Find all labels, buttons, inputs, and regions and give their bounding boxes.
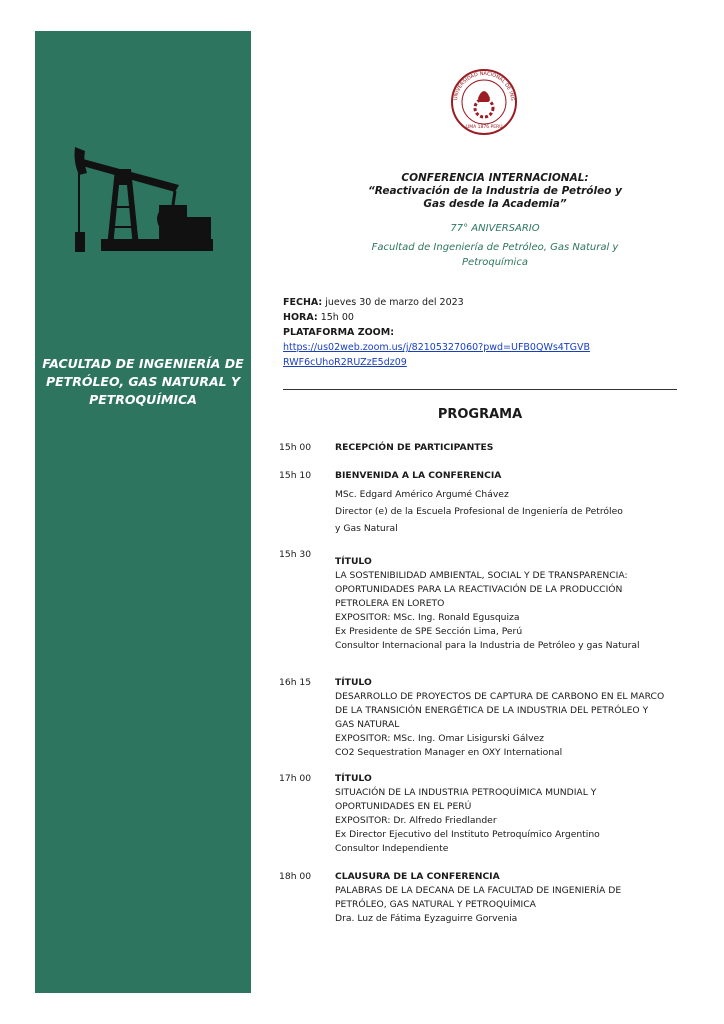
date-label: FECHA: [283, 297, 323, 308]
time-label: HORA: [283, 312, 318, 323]
faculty-title-line: FACULTAD DE INGENIERÍA DE [42, 356, 244, 371]
program-details [335, 676, 697, 760]
program-detail-line: Consultor Internacional para la Industria de Petróleo y gas Natural [335, 640, 640, 651]
seal-bottom-text: LIMA 1876 PERÚ [465, 125, 503, 130]
program-heading-line: RECEPCIÓN DE PARTICIPANTES [335, 442, 494, 453]
program-detail-line: Director (e) de la Escuela Profesional de Ingeniería de Petróleo [335, 506, 623, 517]
zoom-link-line[interactable]: RWF6cUhoR2RUZzE5dz09 [283, 357, 407, 368]
sidebar-panel [35, 31, 251, 993]
oil-pumpjack-icon [71, 107, 221, 262]
conference-title-line: Gas desde la Academia” [423, 198, 567, 210]
program-detail-line: SITUACIÓN DE LA INDUSTRIA PETROQUÍMICA MUNDIAL Y [335, 787, 597, 798]
program-detail-line: OPORTUNIDADES EN EL PERÚ [335, 801, 472, 812]
university-seal-logo [450, 68, 518, 136]
program-detail-line: PETRÓLEO, GAS NATURAL Y PETROQUÍMICA [335, 899, 536, 910]
program-detail-line: PETROLERA EN LORETO [335, 598, 445, 609]
program-detail-line: MSc. Edgard Américo Argumé Chávez [335, 489, 509, 500]
program-heading-line: TÍTULO [335, 773, 372, 784]
conference-title-line: CONFERENCIA INTERNACIONAL: [401, 172, 589, 184]
program-time: 17h 00 [279, 773, 312, 784]
program-detail-line: Consultor Independiente [335, 843, 449, 854]
date-line [283, 295, 613, 310]
program-detail-line: DE LA TRANSICIÓN ENERGÉTICA DE LA INDUSTRIA DEL PETRÓLEO Y [335, 705, 649, 716]
faculty-subtitle-line: Petroquímica [462, 257, 528, 268]
program-heading: PROGRAMA [437, 407, 523, 422]
faculty-title [35, 355, 251, 409]
anniversary-label: 77° ANIVERSARIO [450, 223, 540, 234]
program-time: 15h 00 [279, 442, 312, 453]
program-heading-line: CLAUSURA DE LA CONFERENCIA [335, 871, 500, 882]
program-detail-line: Ex Presidente de SPE Sección Lima, Perú [335, 626, 523, 637]
program-time: 16h 15 [279, 677, 312, 688]
program-detail-line: EXPOSITOR: MSc. Ing. Omar Lisigurski Gálvez [335, 733, 544, 744]
program-detail-line: PALABRAS DE LA DECANA DE LA FACULTAD DE INGENIERÍA DE [335, 885, 622, 896]
program-detail-line: DESARROLLO DE PROYECTOS DE CAPTURA DE CARBONO EN EL MARCO [335, 691, 665, 702]
program-time: 15h 10 [279, 470, 312, 481]
faculty-title-line: PETRÓLEO, GAS NATURAL Y [45, 374, 240, 389]
program-details [335, 469, 697, 537]
date-value: jueves 30 de marzo del 2023 [322, 297, 464, 308]
program-heading-line: TÍTULO [335, 677, 372, 688]
program-detail-line: GAS NATURAL [335, 719, 400, 730]
program-time: 15h 30 [279, 549, 312, 560]
platform-label: PLATAFORMA ZOOM: [283, 327, 395, 338]
program-details [335, 555, 697, 653]
faculty-subtitle-line: Facultad de Ingeniería de Petróleo, Gas Natural y [371, 242, 619, 253]
program-details [335, 441, 697, 455]
zoom-link-line[interactable]: https://us02web.zoom.us/j/82105327060?pwd=UFB0QWs4TGVB [283, 342, 591, 353]
time-value: 15h 00 [317, 312, 354, 323]
program-heading-line: BIENVENIDA A LA CONFERENCIA [335, 470, 502, 481]
zoom-link[interactable] [283, 340, 613, 370]
program-detail-line: CO2 Sequestration Manager en OXY International [335, 747, 563, 758]
program-detail-line: Ex Director Ejecutivo del Instituto Petroquímico Argentino [335, 829, 600, 840]
conference-title [330, 172, 660, 211]
program-details [335, 772, 697, 856]
program-detail-line: EXPOSITOR: Dr. Alfredo Friedlander [335, 815, 497, 826]
program-details [335, 870, 697, 926]
faculty-subtitle [330, 240, 660, 270]
program-detail-line: OPORTUNIDADES PARA LA REACTIVACIÓN DE LA PRODUCCIÓN [335, 584, 623, 595]
conference-title-line: “Reactivación de la Industria de Petróleo y [368, 185, 622, 197]
program-time: 18h 00 [279, 871, 312, 882]
divider [283, 389, 677, 390]
time-line [283, 310, 613, 325]
program-detail-line: EXPOSITOR: MSc. Ing. Ronald Egusquiza [335, 612, 520, 623]
program-detail-line: LA SOSTENIBILIDAD AMBIENTAL, SOCIAL Y DE TRANSPARENCIA: [335, 570, 628, 581]
event-info [283, 295, 613, 370]
program-detail-line: Dra. Luz de Fátima Eyzaguirre Gorvenia [335, 913, 518, 924]
program-heading-line: TÍTULO [335, 556, 372, 567]
program-detail-line: y Gas Natural [335, 523, 398, 534]
seal-ring-text: UNIVERSIDAD NACIONAL DE ING [453, 70, 516, 102]
faculty-title-line: PETROQUÍMICA [89, 392, 197, 407]
